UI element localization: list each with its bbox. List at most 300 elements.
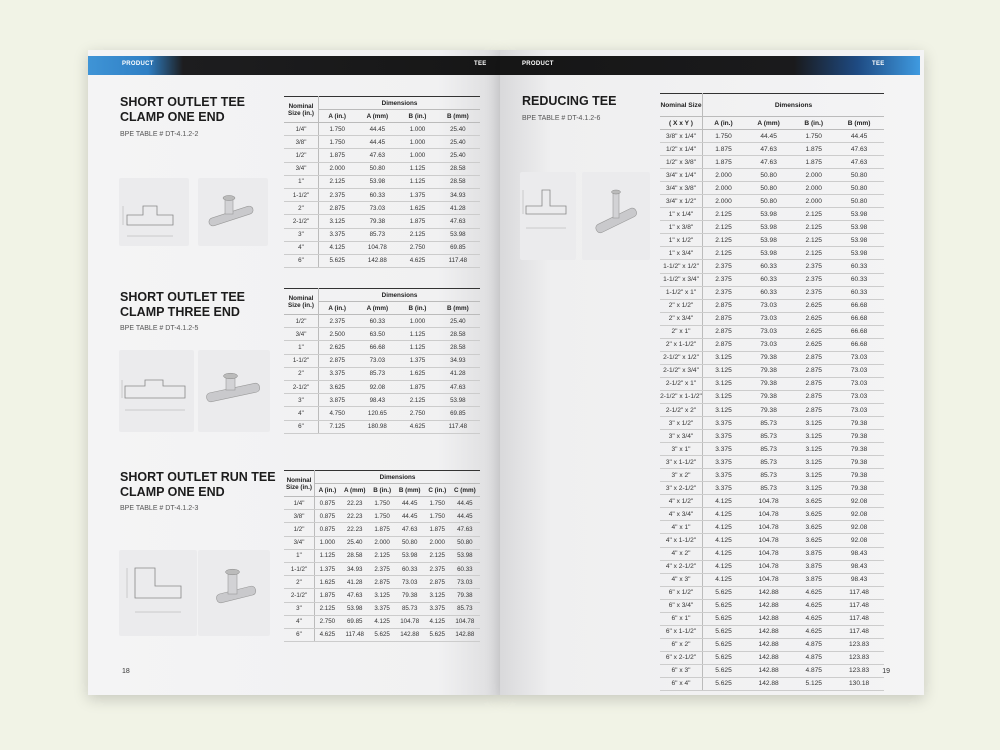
dimension-cell: 69.85 xyxy=(436,241,480,254)
table-row xyxy=(660,247,884,260)
dimension-cell: 3.375 xyxy=(370,602,395,615)
dimension-cell: 1.125 xyxy=(399,328,435,341)
dimension-cell: 117.48 xyxy=(834,599,884,612)
table-row xyxy=(660,495,884,508)
dimension-cell: 92.08 xyxy=(834,521,884,534)
dimension-cell: 4.875 xyxy=(793,651,834,664)
page-header-bar xyxy=(500,56,920,75)
dimension-cell: 69.85 xyxy=(340,615,370,628)
dimension-cell: 2.375 xyxy=(703,273,745,286)
section-title-short-outlet-tee-three-end: SHORT OUTLET TEE CLAMP THREE END xyxy=(120,290,245,319)
dimension-cell: 3.625 xyxy=(793,534,834,547)
dimension-cell: 117.48 xyxy=(436,420,480,433)
dimension-cell: 2.875 xyxy=(425,576,450,589)
table-row xyxy=(660,547,884,560)
dimension-cell: 79.38 xyxy=(834,469,884,482)
dimension-cell: 104.78 xyxy=(744,573,793,586)
dimension-cell: 98.43 xyxy=(834,547,884,560)
left-page xyxy=(88,50,500,695)
nominal-size-cell: 1" x 3/8" xyxy=(660,221,703,234)
nominal-size-cell: 2" x 3/4" xyxy=(660,312,703,325)
dimension-cell: 1.375 xyxy=(399,188,435,201)
dimension-cell: 3.625 xyxy=(793,521,834,534)
dimension-cell: 2.625 xyxy=(793,299,834,312)
dimension-cell: 104.78 xyxy=(744,495,793,508)
dimension-cell: 2.000 xyxy=(703,182,745,195)
column-header: A (in.) xyxy=(703,117,745,130)
dimension-cell: 85.73 xyxy=(744,430,793,443)
dimension-cell: 130.18 xyxy=(834,677,884,690)
nominal-size-cell: 4" x 1" xyxy=(660,521,703,534)
dimensions-table-2 xyxy=(284,288,480,434)
dimension-cell: 104.78 xyxy=(744,560,793,573)
table-row xyxy=(660,325,884,338)
dimension-cell: 79.38 xyxy=(834,443,884,456)
nominal-size-cell: 2-1/2" xyxy=(284,215,319,228)
table-row xyxy=(660,443,884,456)
dimension-cell: 92.08 xyxy=(834,534,884,547)
dimension-cell: 2.000 xyxy=(370,536,395,549)
table-row xyxy=(660,364,884,377)
nominal-size-cell: 2" xyxy=(284,576,315,589)
dimension-cell: 2.875 xyxy=(319,354,356,367)
run-tee-drawing-image xyxy=(119,550,197,636)
table-row xyxy=(660,664,884,677)
dimension-cell: 53.98 xyxy=(355,175,399,188)
nominal-size-cell: 2" x 1" xyxy=(660,325,703,338)
dimension-cell: 3.375 xyxy=(425,602,450,615)
table-row xyxy=(284,549,480,562)
dimension-cell: 5.625 xyxy=(703,625,745,638)
dimension-cell: 1.875 xyxy=(703,156,745,169)
nominal-size-cell: 4" xyxy=(284,407,319,420)
table-row xyxy=(660,560,884,573)
section-title-short-outlet-run-tee: SHORT OUTLET RUN TEE CLAMP ONE END xyxy=(120,470,276,499)
dimension-cell: 3.625 xyxy=(793,495,834,508)
table-row xyxy=(660,312,884,325)
dimension-cell: 79.38 xyxy=(744,403,793,416)
nominal-size-cell: 1/2" xyxy=(284,315,319,328)
nominal-size-cell: 3/4" x 1/4" xyxy=(660,169,703,182)
dimension-cell: 1.875 xyxy=(793,156,834,169)
dimension-cell: 47.63 xyxy=(450,523,480,536)
dimension-cell: 3.875 xyxy=(793,573,834,586)
dimension-cell: 98.43 xyxy=(834,560,884,573)
dimension-cell: 2.500 xyxy=(319,328,356,341)
table-row xyxy=(660,677,884,690)
dimension-cell: 22.23 xyxy=(340,510,370,523)
dimension-cell: 3.125 xyxy=(793,430,834,443)
dimension-cell: 60.33 xyxy=(834,286,884,299)
dimension-cell: 123.83 xyxy=(834,664,884,677)
nominal-size-cell: 1-1/2" xyxy=(284,354,319,367)
nominal-size-cell: 6" xyxy=(284,254,319,267)
table-row xyxy=(284,628,480,641)
table-row xyxy=(660,182,884,195)
nominal-size-cell: 4" x 1-1/2" xyxy=(660,534,703,547)
column-header: B (mm) xyxy=(834,117,884,130)
table-row xyxy=(660,638,884,651)
dimension-cell: 73.03 xyxy=(395,576,425,589)
dimension-cell: 3.375 xyxy=(703,417,745,430)
dimension-cell: 60.33 xyxy=(450,562,480,575)
nominal-size-cell: 3/4" x 3/8" xyxy=(660,182,703,195)
dimension-cell: 4.125 xyxy=(319,241,356,254)
dimension-cell: 92.08 xyxy=(834,508,884,521)
dimension-cell: 85.73 xyxy=(744,417,793,430)
dimension-cell: 1.750 xyxy=(425,510,450,523)
table-row xyxy=(284,589,480,602)
dimension-cell: 3.125 xyxy=(370,589,395,602)
dimension-cell: 5.625 xyxy=(703,664,745,677)
dimension-cell: 1.000 xyxy=(399,315,435,328)
nominal-size-cell: 1" x 3/4" xyxy=(660,247,703,260)
table-row xyxy=(284,188,480,201)
table-row xyxy=(284,341,480,354)
dimension-cell: 50.80 xyxy=(834,195,884,208)
dimension-cell: 85.73 xyxy=(744,443,793,456)
dimension-cell: 4.125 xyxy=(703,547,745,560)
table-row xyxy=(284,254,480,267)
dimension-cell: 3.125 xyxy=(703,351,745,364)
dimension-cell: 2.625 xyxy=(793,312,834,325)
table-row xyxy=(660,456,884,469)
column-header: B (in.) xyxy=(370,484,395,497)
dimension-cell: 98.43 xyxy=(355,394,399,407)
table-row xyxy=(660,469,884,482)
table-row xyxy=(660,143,884,156)
nominal-size-cell: 1/2" x 3/8" xyxy=(660,156,703,169)
nominal-size-cell: 3" x 1/2" xyxy=(660,417,703,430)
dimension-cell: 66.68 xyxy=(834,338,884,351)
table-row xyxy=(284,241,480,254)
dimension-cell: 73.03 xyxy=(834,364,884,377)
dimension-cell: 4.125 xyxy=(703,560,745,573)
nominal-size-cell: 2" xyxy=(284,202,319,215)
reducing-tee-photo-image xyxy=(582,172,650,260)
dimension-cell: 2.375 xyxy=(793,286,834,299)
nominal-size-cell: 1/4" xyxy=(284,123,319,136)
dimension-cell: 2.125 xyxy=(703,221,745,234)
dimension-cell: 53.98 xyxy=(744,247,793,260)
dimension-cell: 44.45 xyxy=(450,497,480,510)
table-row xyxy=(284,536,480,549)
dimension-cell: 69.85 xyxy=(436,407,480,420)
dimension-cell: 1.125 xyxy=(399,162,435,175)
dimension-cell: 2.625 xyxy=(793,325,834,338)
right-page xyxy=(500,50,924,695)
table-row xyxy=(284,354,480,367)
dimension-cell: 28.58 xyxy=(436,341,480,354)
dimension-cell: 53.98 xyxy=(395,549,425,562)
dimension-cell: 60.33 xyxy=(355,315,399,328)
dimension-cell: 53.98 xyxy=(340,602,370,615)
table-row xyxy=(284,228,480,241)
column-header-row xyxy=(660,117,884,130)
dimension-cell: 60.33 xyxy=(834,273,884,286)
dimension-cell: 73.03 xyxy=(355,354,399,367)
nominal-size-cell: 3" xyxy=(284,394,319,407)
dimension-cell: 2.875 xyxy=(703,325,745,338)
dimension-cell: 3.125 xyxy=(793,469,834,482)
dimension-cell: 41.28 xyxy=(436,367,480,380)
header-label-tee: TEE xyxy=(872,61,885,67)
dimension-cell: 0.875 xyxy=(315,510,340,523)
dimension-cell: 3.375 xyxy=(703,456,745,469)
dimension-cell: 79.38 xyxy=(744,364,793,377)
bpe-table-ref: BPE TABLE # DT-4.1.2-5 xyxy=(120,325,199,332)
table-row xyxy=(660,599,884,612)
dimension-cell: 92.08 xyxy=(834,495,884,508)
dimension-cell: 4.125 xyxy=(703,534,745,547)
dimension-cell: 1.125 xyxy=(315,549,340,562)
dimension-cell: 85.73 xyxy=(744,469,793,482)
dimension-cell: 50.80 xyxy=(834,169,884,182)
dimension-cell: 4.625 xyxy=(315,628,340,641)
table-row xyxy=(660,651,884,664)
dimension-cell: 2.875 xyxy=(793,390,834,403)
dimension-cell: 50.80 xyxy=(395,536,425,549)
reducing-tee-dimensions-table xyxy=(660,93,884,691)
dimension-cell: 50.80 xyxy=(744,182,793,195)
dimension-cell: 2.125 xyxy=(793,247,834,260)
dimension-cell: 1.625 xyxy=(399,202,435,215)
nominal-size-cell: 3/4" x 1/2" xyxy=(660,195,703,208)
dimension-cell: 1.875 xyxy=(315,589,340,602)
dimension-cell: 2.125 xyxy=(425,549,450,562)
table-row xyxy=(660,299,884,312)
dimension-cell: 2.125 xyxy=(399,394,435,407)
dimension-cell: 1.750 xyxy=(703,130,745,143)
tee-photo-image xyxy=(198,178,268,246)
dimension-cell: 53.98 xyxy=(834,208,884,221)
dimension-cell: 44.45 xyxy=(355,136,399,149)
nominal-size-cell: 3" xyxy=(284,228,319,241)
dimension-cell: 47.63 xyxy=(744,143,793,156)
dimension-cell: 47.63 xyxy=(436,215,480,228)
table-row xyxy=(660,377,884,390)
dimension-cell: 2.000 xyxy=(319,162,356,175)
nominal-size-cell: 2-1/2" xyxy=(284,589,315,602)
dimension-cell: 5.625 xyxy=(370,628,395,641)
nominal-size-cell: 1-1/2" x 3/4" xyxy=(660,273,703,286)
table-row xyxy=(660,273,884,286)
dimension-cell: 117.48 xyxy=(834,625,884,638)
dimension-cell: 79.38 xyxy=(450,589,480,602)
dimension-cell: 1.375 xyxy=(399,354,435,367)
dimension-cell: 53.98 xyxy=(834,247,884,260)
dimension-cell: 41.28 xyxy=(436,202,480,215)
nominal-size-cell: 2" x 1-1/2" xyxy=(660,338,703,351)
dimension-cell: 1.875 xyxy=(703,143,745,156)
dimension-cell: 0.875 xyxy=(315,523,340,536)
dimension-cell: 2.375 xyxy=(703,286,745,299)
dimension-cell: 3.125 xyxy=(319,215,356,228)
nominal-size-cell: 6" x 1-1/2" xyxy=(660,625,703,638)
dimension-cell: 5.625 xyxy=(703,586,745,599)
nominal-size-cell: 1/4" xyxy=(284,497,315,510)
nominal-size-cell: 1-1/2" x 1/2" xyxy=(660,260,703,273)
dimension-cell: 2.375 xyxy=(703,260,745,273)
nominal-size-cell: 2" xyxy=(284,367,319,380)
dimension-cell: 1.000 xyxy=(315,536,340,549)
table-row xyxy=(284,380,480,393)
table-row xyxy=(660,612,884,625)
dimension-cell: 41.28 xyxy=(340,576,370,589)
nominal-size-cell: 6" x 4" xyxy=(660,677,703,690)
column-header: B (mm) xyxy=(436,302,480,315)
dimension-cell: 79.38 xyxy=(744,351,793,364)
section-title-reducing-tee: REDUCING TEE xyxy=(522,94,617,108)
dimension-cell: 2.375 xyxy=(370,562,395,575)
dimension-cell: 2.125 xyxy=(370,549,395,562)
dimension-cell: 25.40 xyxy=(436,149,480,162)
nominal-size-cell: 4" x 1/2" xyxy=(660,495,703,508)
column-header: A (mm) xyxy=(355,110,399,123)
page-number: 19 xyxy=(882,668,890,675)
dimensions-header: Dimensions xyxy=(319,97,481,110)
dimension-cell: 3.875 xyxy=(793,547,834,560)
dimension-cell: 5.625 xyxy=(425,628,450,641)
dimension-cell: 4.125 xyxy=(703,495,745,508)
run-tee-photo-image xyxy=(198,550,270,636)
nominal-size-header: Nominal Size (in.) xyxy=(284,97,319,123)
dimension-cell: 142.88 xyxy=(744,664,793,677)
dimension-cell: 2.625 xyxy=(793,338,834,351)
nominal-size-cell: 1" x 1/2" xyxy=(660,234,703,247)
table-row xyxy=(660,403,884,416)
table-row xyxy=(660,534,884,547)
tee-drawing-image xyxy=(119,350,194,432)
dimension-cell: 2.375 xyxy=(793,273,834,286)
dimension-cell: 25.40 xyxy=(340,536,370,549)
dimension-cell: 50.80 xyxy=(450,536,480,549)
dimension-cell: 2.875 xyxy=(703,299,745,312)
dimension-cell: 3.125 xyxy=(793,456,834,469)
dimension-cell: 73.03 xyxy=(834,377,884,390)
dimension-cell: 73.03 xyxy=(834,351,884,364)
dimension-cell: 5.125 xyxy=(793,677,834,690)
dimension-cell: 3.375 xyxy=(703,469,745,482)
dimension-cell: 4.750 xyxy=(319,407,356,420)
dimension-cell: 53.98 xyxy=(744,234,793,247)
nominal-size-cell: 1/2" x 1/4" xyxy=(660,143,703,156)
dimension-cell: 4.125 xyxy=(703,521,745,534)
dimension-cell: 50.80 xyxy=(744,169,793,182)
dimension-cell: 22.23 xyxy=(340,523,370,536)
dimension-cell: 73.03 xyxy=(744,299,793,312)
column-header: B (mm) xyxy=(436,110,480,123)
dimension-cell: 2.000 xyxy=(425,536,450,549)
nominal-size-cell: 3" x 3/4" xyxy=(660,430,703,443)
table-row xyxy=(284,175,480,188)
nominal-size-cell: 2-1/2" x 1/2" xyxy=(660,351,703,364)
dimension-cell: 53.98 xyxy=(744,208,793,221)
dimension-cell: 47.63 xyxy=(744,156,793,169)
table-row xyxy=(660,286,884,299)
nominal-size-cell: 3/4" xyxy=(284,162,319,175)
nominal-size-cell: 6" x 2" xyxy=(660,638,703,651)
dimension-cell: 53.98 xyxy=(436,394,480,407)
dimension-cell: 25.40 xyxy=(436,136,480,149)
dimension-cell: 79.38 xyxy=(744,377,793,390)
nominal-size-cell: 2-1/2" xyxy=(284,380,319,393)
table-row xyxy=(284,367,480,380)
nominal-size-cell: 3/8" xyxy=(284,510,315,523)
dimension-cell: 3.125 xyxy=(703,377,745,390)
nominal-size-cell: 1" xyxy=(284,549,315,562)
dimension-cell: 2.375 xyxy=(319,315,356,328)
nominal-size-cell: 3/8" xyxy=(284,136,319,149)
dimension-cell: 47.63 xyxy=(834,143,884,156)
dimension-cell: 2.000 xyxy=(793,182,834,195)
dimension-cell: 104.78 xyxy=(744,547,793,560)
dimension-cell: 123.83 xyxy=(834,651,884,664)
dimension-cell: 44.45 xyxy=(744,130,793,143)
nominal-size-cell: 3/4" xyxy=(284,536,315,549)
table-row xyxy=(660,482,884,495)
dimension-cell: 104.78 xyxy=(355,241,399,254)
dimension-cell: 5.625 xyxy=(703,599,745,612)
dimension-cell: 28.58 xyxy=(436,175,480,188)
dimension-cell: 73.03 xyxy=(744,312,793,325)
column-header: B (in.) xyxy=(793,117,834,130)
dimension-cell: 2.875 xyxy=(793,377,834,390)
nominal-size-cell: 1/2" xyxy=(284,523,315,536)
tee-drawing-image xyxy=(119,178,189,246)
dimension-cell: 104.78 xyxy=(744,521,793,534)
table-row xyxy=(284,328,480,341)
table-row xyxy=(284,420,480,433)
dimension-cell: 2.000 xyxy=(703,169,745,182)
dimension-cell: 142.88 xyxy=(744,599,793,612)
dimension-cell: 60.33 xyxy=(744,273,793,286)
table-row xyxy=(660,390,884,403)
reducing-tee-drawing-image xyxy=(520,172,576,260)
dimension-cell: 4.625 xyxy=(793,586,834,599)
nominal-size-cell: 6" x 3/4" xyxy=(660,599,703,612)
dimension-cell: 2.875 xyxy=(370,576,395,589)
dimension-cell: 85.73 xyxy=(395,602,425,615)
section-title-short-outlet-tee-one-end: SHORT OUTLET TEE CLAMP ONE END xyxy=(120,95,245,124)
dimension-cell: 60.33 xyxy=(834,260,884,273)
table-row xyxy=(284,510,480,523)
table-row xyxy=(660,169,884,182)
dimension-cell: 2.750 xyxy=(399,241,435,254)
dimension-cell: 1.875 xyxy=(370,523,395,536)
dimension-cell: 53.98 xyxy=(834,221,884,234)
column-header: A (in.) xyxy=(315,484,340,497)
table-row xyxy=(284,123,480,136)
dimension-cell: 73.03 xyxy=(450,576,480,589)
dimension-cell: 3.875 xyxy=(319,394,356,407)
dimension-cell: 66.68 xyxy=(355,341,399,354)
column-header: B (in.) xyxy=(399,302,435,315)
dimension-cell: 53.98 xyxy=(834,234,884,247)
nominal-size-cell: 1-1/2" xyxy=(284,562,315,575)
dimension-cell: 53.98 xyxy=(744,221,793,234)
dimension-cell: 4.125 xyxy=(370,615,395,628)
dimension-cell: 142.88 xyxy=(450,628,480,641)
dimension-cell: 4.875 xyxy=(793,664,834,677)
dimension-cell: 4.125 xyxy=(703,573,745,586)
dimension-cell: 1.125 xyxy=(399,175,435,188)
dimension-cell: 3.875 xyxy=(793,560,834,573)
dimension-cell: 2.125 xyxy=(793,234,834,247)
dimension-cell: 5.625 xyxy=(703,651,745,664)
dimension-cell: 5.625 xyxy=(703,638,745,651)
dimension-cell: 2.875 xyxy=(793,403,834,416)
